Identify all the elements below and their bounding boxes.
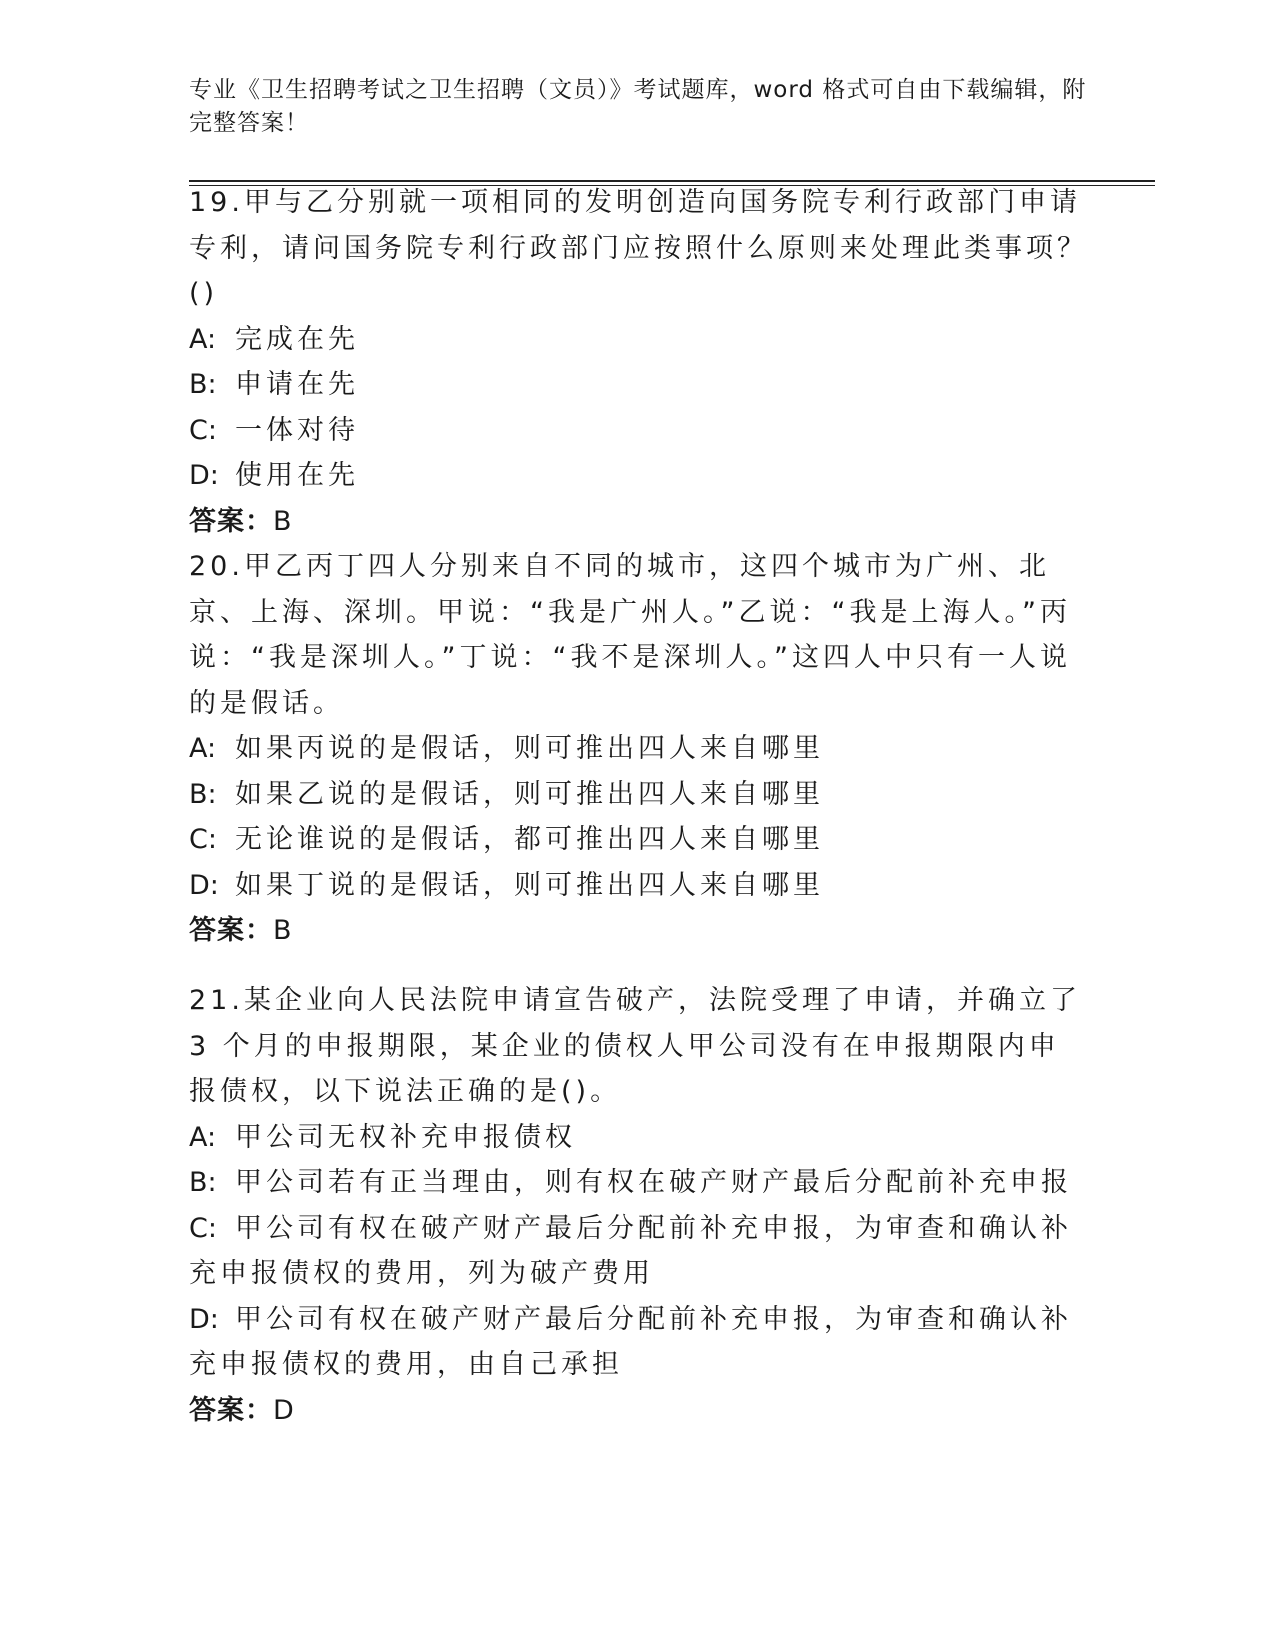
- option-text: 如果乙说的是假话，则可推出四人来自哪里: [235, 778, 824, 810]
- option-letter: D:: [189, 460, 219, 491]
- option-d: [189, 863, 1089, 909]
- option-text: 如果丙说的是假话，则可推出四人来自哪里: [235, 733, 824, 764]
- question-stem: 20.甲乙丙丁四人分别来自不同的城市，这四个城市为广州、北京、上海、深圳。甲说：“我是广州人。”乙说：“我是上海人。”丙说：“我是深圳人。”丁说：“我不是深圳人。”这四人中只有一人说的是假话。: [189, 551, 1071, 719]
- document-header: 专业《卫生招聘考试之卫生招聘（文员）》考试题库，word 格式可自由下载编辑，附完整答案！: [189, 77, 1087, 136]
- option-c: [189, 817, 1089, 863]
- option-c: [189, 1206, 1089, 1297]
- option-a: [189, 1115, 1089, 1161]
- option-letter: A:: [189, 733, 217, 764]
- option-letter: C:: [189, 1212, 217, 1244]
- option-a: [189, 726, 1089, 772]
- option-text: 一体对待: [235, 414, 359, 446]
- option-text: 甲公司有权在破产财产最后分配前补充申报，为审查和确认补充申报债权的费用，列为破产费用: [189, 1212, 1072, 1289]
- answer-line: [189, 499, 1089, 545]
- option-text: 如果丁说的是假话，则可推出四人来自哪里: [235, 869, 824, 901]
- answer-label: 答案：: [189, 1394, 273, 1426]
- option-b: [189, 362, 1089, 408]
- option-letter: C:: [189, 824, 217, 855]
- option-letter: D:: [189, 869, 219, 901]
- answer-value: B: [273, 915, 293, 946]
- option-letter: B:: [189, 778, 217, 810]
- answer-label: 答案：: [189, 915, 273, 946]
- answer-label: 答案：: [189, 505, 273, 537]
- option-letter: A:: [189, 323, 217, 355]
- option-letter: A:: [189, 1121, 217, 1153]
- answer-value: D: [273, 1394, 295, 1426]
- question-stem: 19.甲与乙分别就一项相同的发明创造向国务院专利行政部门申请专利，请问国务院专利行政部门应按照什么原则来处理此类事项？(): [189, 187, 1088, 309]
- option-letter: B:: [189, 1167, 217, 1198]
- answer-line: [189, 908, 1089, 954]
- option-text: 申请在先: [235, 369, 359, 400]
- option-b: [189, 1160, 1089, 1206]
- question-stem: 21.某企业向人民法院申请宣告破产，法院受理了申请，并确立了 3 个月的申报期限，某企业的债权人甲公司没有在申报期限内申报债权，以下说法正确的是()。: [189, 985, 1081, 1107]
- option-text: 甲公司无权补充申报债权: [235, 1121, 576, 1153]
- answer-value: B: [273, 505, 293, 537]
- option-letter: C:: [189, 414, 217, 446]
- option-b: [189, 772, 1089, 818]
- question-21: [189, 978, 1089, 1433]
- option-letter: B:: [189, 369, 217, 400]
- option-a: [189, 317, 1089, 363]
- question-19: [189, 180, 1089, 544]
- option-c: [189, 408, 1089, 454]
- option-text: 完成在先: [235, 323, 359, 355]
- option-text: 无论谁说的是假话，都可推出四人来自哪里: [235, 824, 824, 855]
- option-text: 甲公司若有正当理由，则有权在破产财产最后分配前补充申报: [235, 1167, 1072, 1198]
- option-text: 甲公司有权在破产财产最后分配前补充申报，为审查和确认补充申报债权的费用，由自己承担: [189, 1303, 1072, 1380]
- option-letter: D:: [189, 1303, 219, 1335]
- option-text: 使用在先: [235, 460, 359, 491]
- option-d: [189, 1297, 1089, 1388]
- question-20: [189, 544, 1089, 954]
- option-d: [189, 453, 1089, 499]
- answer-line: [189, 1388, 1089, 1434]
